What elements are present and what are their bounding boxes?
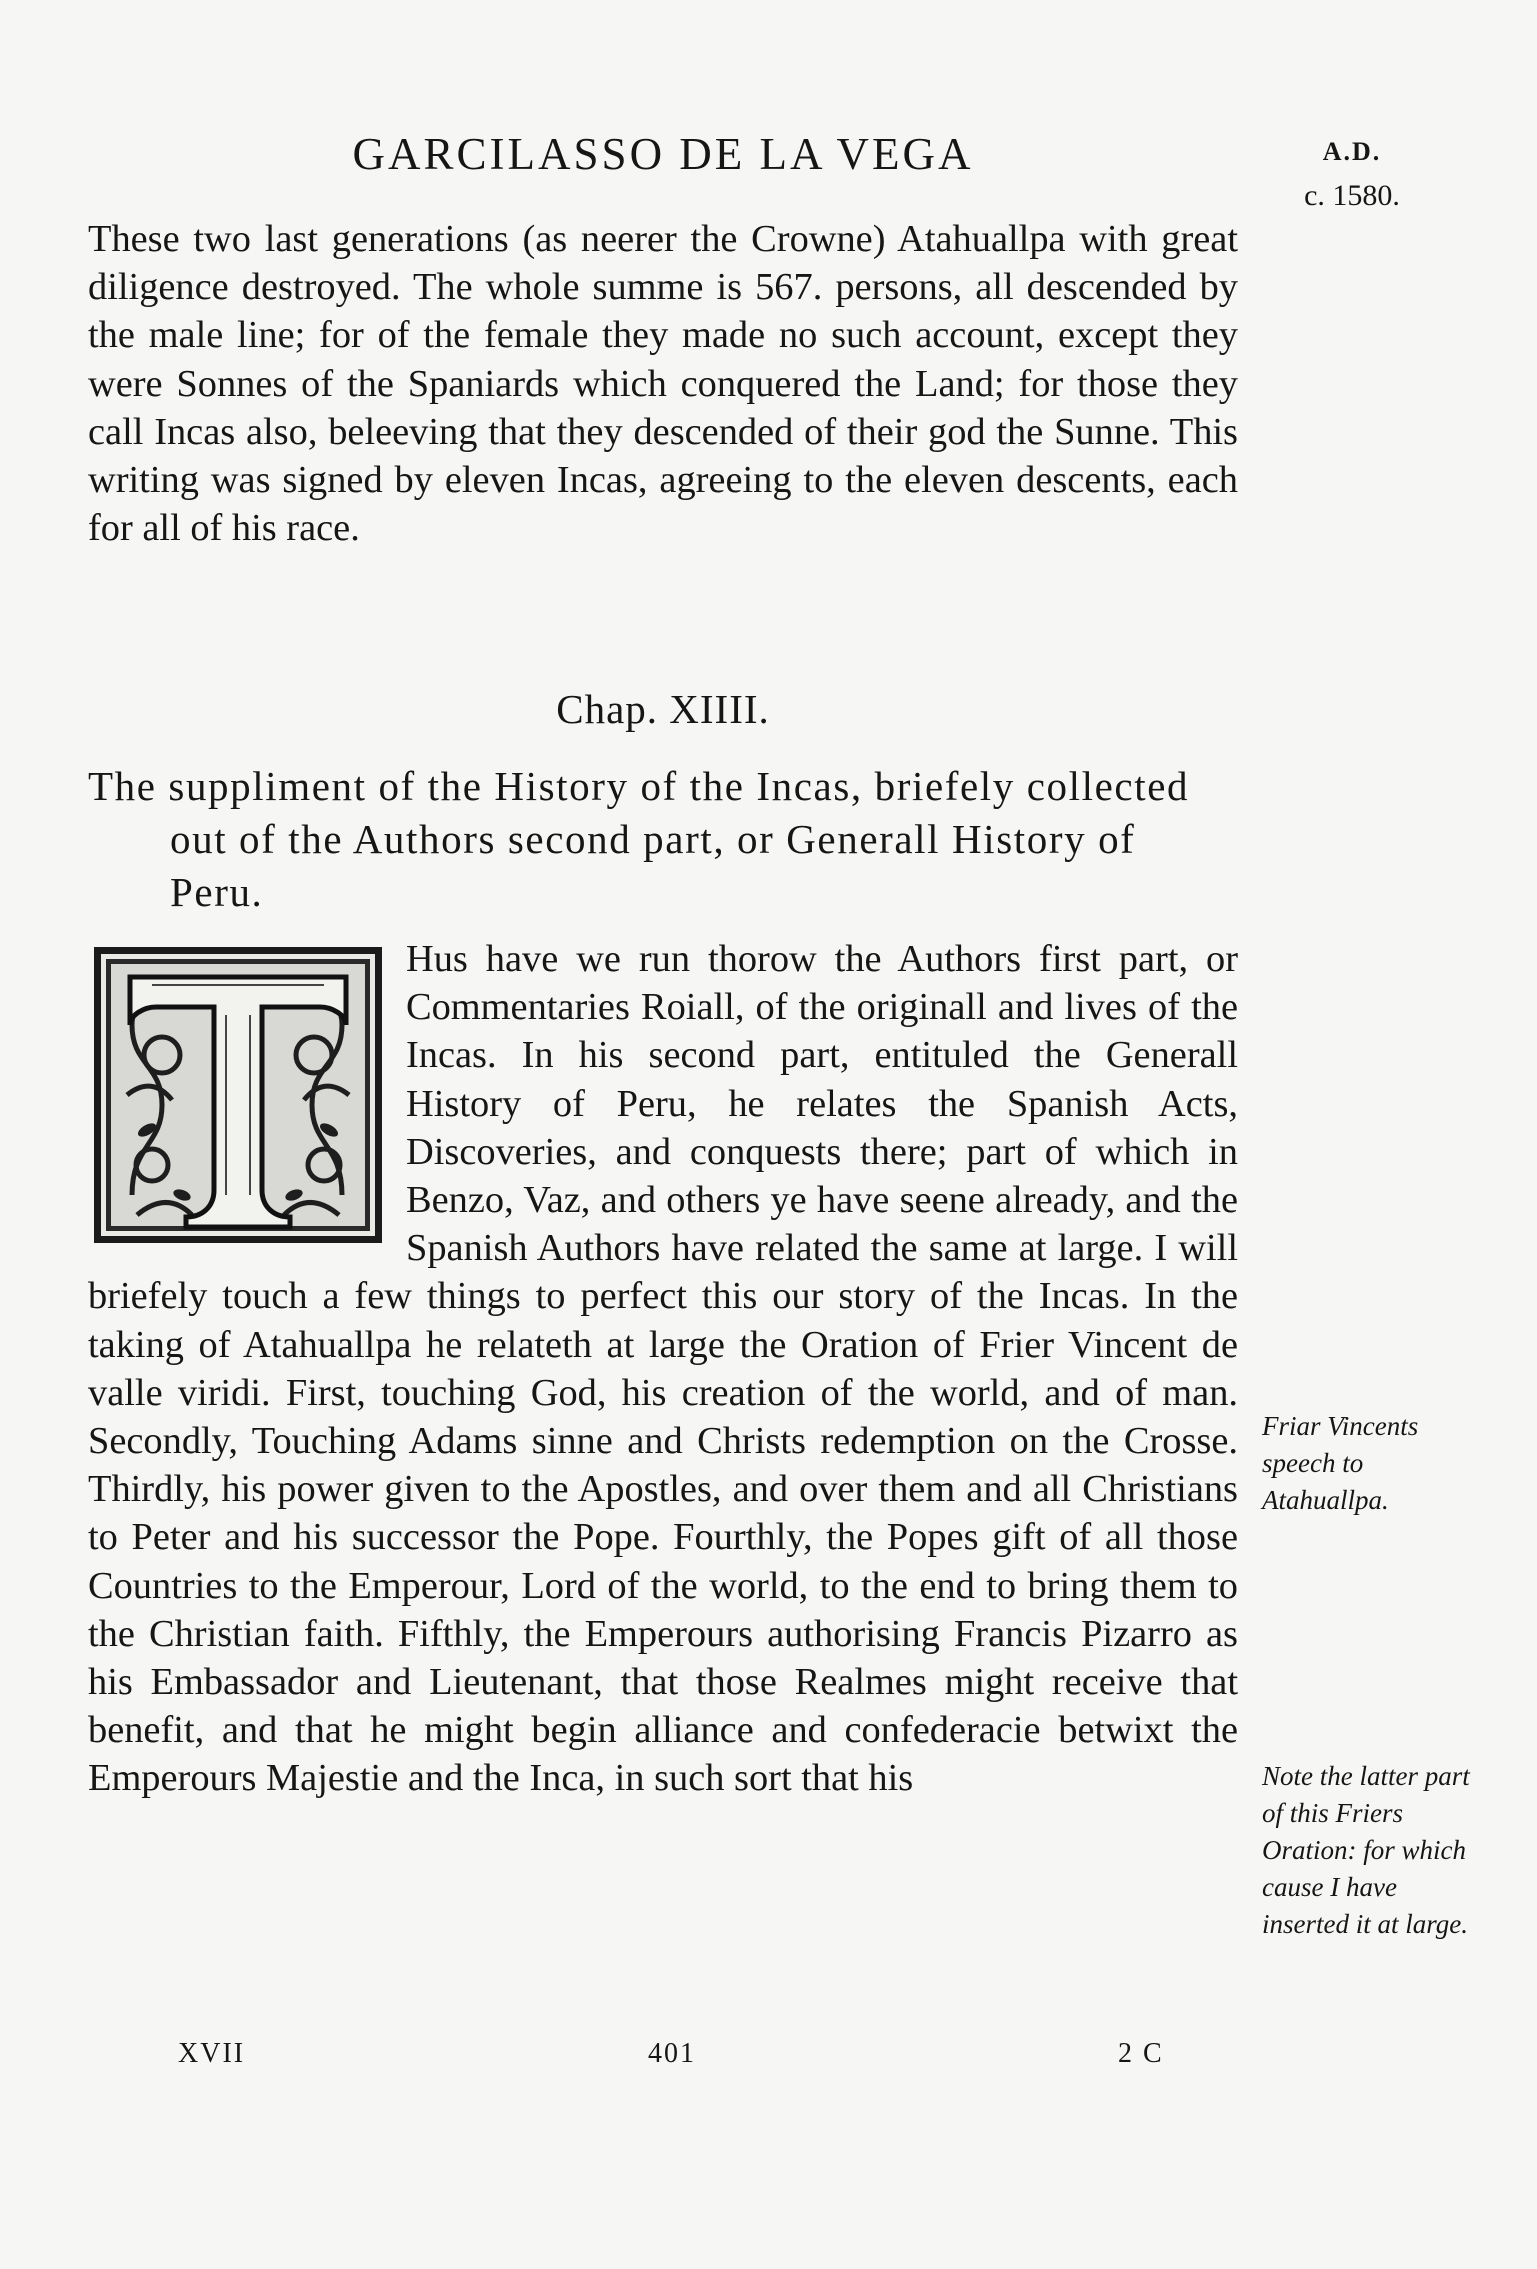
gathering-signature: 2 C — [1118, 2038, 1164, 2069]
page-number: 401 — [648, 2038, 696, 2069]
opening-paragraph: These two last generations (as neerer the Crowne) Atahuallpa with great diligence destroyed. The whole summe is 567. persons, all descended by the male line; for of the female they made no such account, except they were Sonnes of the Spaniards which conquered the Land; for those they call Incas also, beleeving that they descended of their god the Sunne. This writing was signed by eleven Incas, agreeing to the eleven descents, each for all of his race. — [88, 218, 1238, 550]
drop-cap-initial — [92, 945, 384, 1245]
running-title: GARCILASSO DE LA VEGA — [352, 129, 974, 179]
marginal-note: Friar Vincents speech to Atahuallpa. — [1262, 1411, 1419, 1515]
volume-signature: XVII — [178, 2038, 246, 2069]
main-paragraph — [88, 935, 1238, 1803]
date-label: A.D. — [1322, 137, 1382, 166]
marginal-note: Note the latter part of this Friers Oration: for which cause I have inserted it at large. — [1262, 1761, 1470, 1939]
drop-cap-text-continuation: Hus have we run thorow the Authors first part, or Commentaries Roiall, of the originall and lives of the Incas. In his second part, entituled the Generall History of Peru, he relates the Spanish Acts, Discoveries, and conquests there; part of which in Benzo, Vaz, and others ye have seene already, and the Spanish Authors have related the same at large. I will briefely touch a few things to perfect this our story of the Incas. In the taking of Atahuallpa he relateth at large the Oration of Frier Vincent de valle viridi. First, touching God, his creation of the world, and of man. Secondly, Touching Adams sinne and Christs redemption on the Crosse. Thirdly, his power given to the Apostles, and over them and all Christians to Peter and his successor the Pope. Fourthly, the Popes gift of all those Countries to the Emperour, Lord of the world, to the end to bring them to the Christian faith. Fifthly, the Emperours authorising Francis Pizarro as his Embassador and Lieutenant, that those Realmes might receive that benefit, and that he might begin alliance and confederacie betwixt the Emperours Majestie and the Inca, in such sort that his — [88, 938, 1238, 1800]
chapter-title: The suppliment of the History of the Incas, briefely collected out of the Authors second part, or Generall History of Peru. — [88, 763, 1190, 915]
page-footer — [88, 2038, 1238, 2078]
ornamental-letter-t-icon — [92, 945, 384, 1245]
date-value: c. 1580. — [1304, 179, 1400, 212]
date-margin — [1262, 130, 1442, 218]
chapter-heading: Chap. XIIII. — [556, 686, 770, 732]
